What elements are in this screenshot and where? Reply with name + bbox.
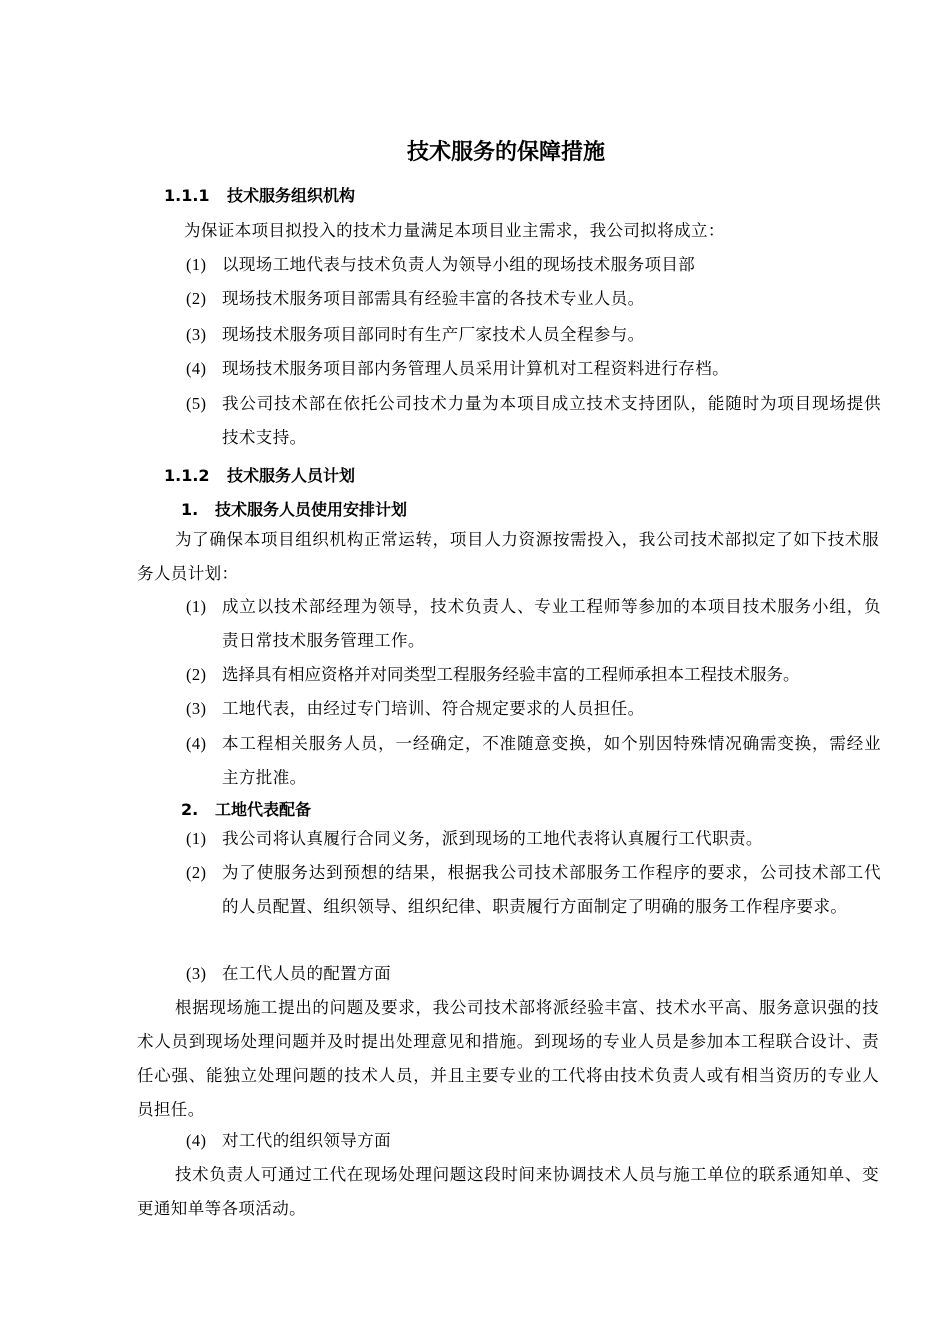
section-title: 技术服务人员计划 — [227, 466, 356, 485]
list-number: (2) — [186, 863, 207, 882]
list-number: (1) — [186, 597, 207, 616]
list-number: (2) — [186, 289, 207, 308]
list-number: (5) — [186, 394, 207, 413]
list-number: (3) — [186, 699, 207, 718]
section-heading-1-1-1 — [164, 184, 355, 208]
list-item — [186, 822, 881, 856]
subsection-number: 1. — [181, 500, 199, 519]
list-text: 成立以技术部经理为领导，技术负责人、专业工程师等参加的本项目技术服务小组，负责日常技术服务管理工作。 — [222, 597, 881, 650]
list-text: 我公司将认真履行合同义务，派到现场的工地代表将认真履行工代职责。 — [222, 829, 763, 848]
list-text: 工地代表，由经过专门培训、符合规定要求的人员担任。 — [222, 699, 645, 718]
list-text: 选择具有相应资格并对同类型工程服务经验丰富的工程师承担本工程技术服务。 — [222, 665, 800, 684]
list-item — [186, 387, 881, 455]
subsection-title: 工地代表配备 — [215, 800, 312, 819]
subsection-number: 2. — [181, 800, 199, 819]
list-number: (1) — [186, 255, 207, 274]
list-item — [186, 957, 881, 991]
list-text: 为了使服务达到预想的结果，根据我公司技术部服务工作程序的要求，公司技术部工代的人员配置、组织领导、组织纪律、职责履行方面制定了明确的服务工作程序要求。 — [222, 863, 881, 916]
list-number: (4) — [186, 359, 207, 378]
list-number: (1) — [186, 829, 207, 848]
list-text: 在工代人员的配置方面 — [222, 964, 391, 983]
list-number: (4) — [186, 1131, 207, 1150]
list-item — [186, 590, 881, 658]
list-item — [186, 692, 881, 726]
paragraph: 根据现场施工提出的问题及要求，我公司技术部将派经验丰富、技术水平高、服务意识强的技术人员到现场处理问题并及时提出处理意见和措施。到现场的专业人员是参加本工程联合设计、责任心强、能独立处理问题的技术人员，并且主要专业的工代将由技术负责人或有相当资历的专业人员担任。 — [137, 998, 879, 1119]
list-text: 以现场工地代表与技术负责人为领导小组的现场技术服务项目部 — [222, 255, 696, 274]
list-text: 对工代的组织领导方面 — [222, 1131, 391, 1150]
paragraph: 为了确保本项目组织机构正常运转，项目人力资源按需投入，我公司技术部拟定了如下技术服务人员计划： — [137, 530, 879, 583]
list-text: 本工程相关服务人员，一经确定，不准随意变换，如个别因特殊情况确需变换，需经业主方批准。 — [222, 734, 881, 787]
list-number: (2) — [186, 665, 207, 684]
list-text: 现场技术服务项目部同时有生产厂家技术人员全程参与。 — [222, 325, 645, 344]
section-number: 1.1.2 — [164, 466, 210, 485]
list-item — [186, 352, 881, 386]
subsection-title: 技术服务人员使用安排计划 — [215, 500, 408, 519]
list-item — [186, 248, 881, 282]
list-number: (3) — [186, 325, 207, 344]
list-item — [186, 727, 881, 795]
list-text: 现场技术服务项目部需具有经验丰富的各技术专业人员。 — [222, 289, 645, 308]
list-item — [186, 282, 881, 316]
list-number: (3) — [186, 964, 207, 983]
list-number: (4) — [186, 734, 207, 753]
paragraph: 技术负责人可通过工代在现场处理问题这段时间来协调技术人员与施工单位的联系通知单、变更通知单等各项活动。 — [137, 1165, 879, 1218]
document-title: 技术服务的保障措施 — [406, 140, 605, 165]
list-item — [186, 856, 881, 924]
list-item — [186, 1124, 881, 1158]
section-intro: 为保证本项目拟投入的技术力量满足本项目业主需求，我公司拟将成立： — [184, 221, 725, 240]
section-number: 1.1.1 — [164, 186, 210, 205]
section-heading-1-1-2 — [164, 464, 355, 488]
list-item — [186, 318, 881, 352]
list-item — [186, 658, 881, 692]
list-text: 现场技术服务项目部内务管理人员采用计算机对工程资料进行存档。 — [222, 359, 729, 378]
section-title: 技术服务组织机构 — [227, 186, 356, 205]
subsection-heading-2 — [181, 798, 311, 822]
subsection-heading-1 — [181, 498, 407, 522]
list-text: 我公司技术部在依托公司技术力量为本项目成立技术支持团队，能随时为项目现场提供技术支持。 — [222, 394, 881, 447]
